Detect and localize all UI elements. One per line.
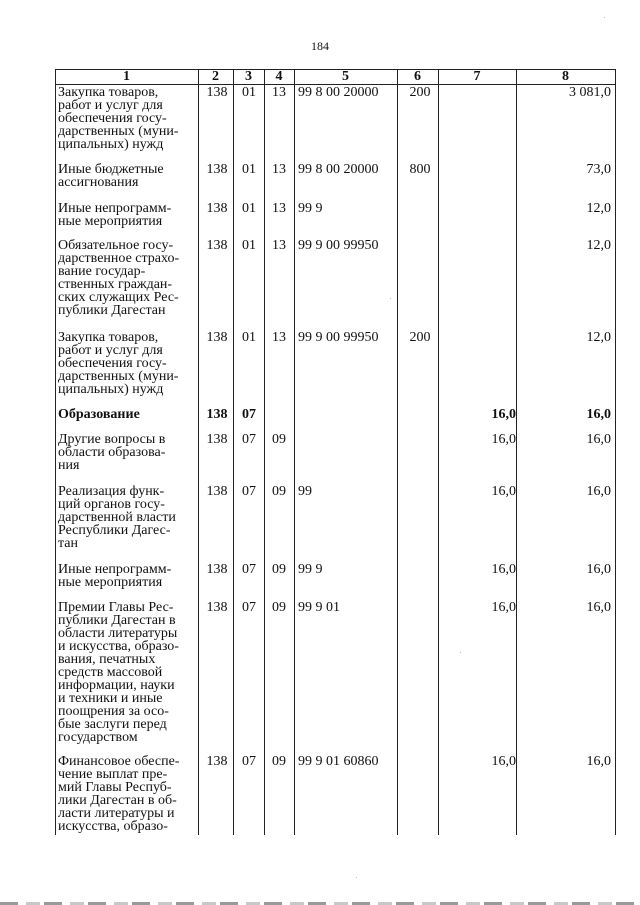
- cell-col7: 16,0: [491, 432, 516, 447]
- row-name: Обязательное госу- дарственное страхо- вание государ- ственных граждан- ских служащих Рес- публики Дагестан: [58, 238, 180, 318]
- column-divider: [438, 69, 439, 835]
- column-divider: [516, 69, 517, 835]
- column-divider: [55, 69, 56, 835]
- cell-col2: 138: [206, 162, 228, 177]
- cell-col7: 16,0: [491, 562, 516, 577]
- cell-col3: 07: [242, 600, 256, 615]
- cell-col4: 13: [272, 238, 286, 253]
- cell-col5: 99 9 00 99950: [298, 238, 379, 253]
- cell-col2: 138: [206, 238, 228, 253]
- row-name: Закупка товаров, работ и услуг для обеспечения госу- дарственных (муни- ципальных) нужд: [58, 85, 179, 152]
- cell-col3: 07: [242, 432, 256, 447]
- scan-speck: [356, 877, 357, 878]
- cell-col8: 16,0: [586, 754, 611, 769]
- row-name: Финансовое обеспе- чение выплат пре- мий Главы Респуб- лики Дагестан в об- ласти литературы и искусства, образо-: [58, 754, 180, 834]
- cell-col4: 09: [272, 562, 286, 577]
- cell-col5: 99 9 01: [298, 600, 340, 615]
- column-divider: [198, 69, 199, 835]
- column-header-6: 6: [414, 69, 421, 84]
- row-name: Реализация функ- ций органов госу- дарственной власти Республики Дагес- тан: [58, 484, 176, 551]
- cell-col3: 01: [242, 330, 256, 345]
- cell-col8: 16,0: [586, 600, 611, 615]
- cell-col6: 200: [409, 330, 431, 345]
- cell-col7: 16,0: [491, 600, 516, 615]
- cell-col8: 16,0: [586, 484, 611, 499]
- scan-speck: [390, 298, 391, 299]
- row-name: Иные непрограмм- ные мероприятия: [58, 201, 172, 229]
- cell-col8: 3 081,0: [569, 85, 611, 100]
- cell-col7: 16,0: [491, 484, 516, 499]
- cell-col8: 16,0: [586, 407, 611, 422]
- cell-col5: 99 9: [298, 201, 323, 216]
- column-divider: [397, 69, 398, 835]
- cell-col5: 99 9 00 99950: [298, 330, 379, 345]
- column-divider: [233, 69, 234, 835]
- cell-col2: 138: [206, 330, 228, 345]
- row-name: Иные бюджетные ассигнования: [58, 162, 164, 190]
- cell-col4: 09: [272, 484, 286, 499]
- cell-col7: 16,0: [491, 754, 516, 769]
- cell-col3: 07: [242, 562, 256, 577]
- cell-col3: 01: [242, 238, 256, 253]
- row-name: Образование: [58, 407, 140, 422]
- cell-col4: 13: [272, 85, 286, 100]
- cell-col8: 12,0: [586, 238, 611, 253]
- cell-col3: 01: [242, 201, 256, 216]
- cell-col4: 09: [272, 754, 286, 769]
- cell-col4: 09: [272, 432, 286, 447]
- cell-col5: 99 9: [298, 562, 323, 577]
- cell-col5: 99 8 00 20000: [298, 162, 379, 177]
- cell-col2: 138: [206, 201, 228, 216]
- column-divider: [294, 69, 295, 835]
- column-header-2: 2: [212, 69, 219, 84]
- column-header-7: 7: [473, 69, 481, 84]
- scan-speck: [460, 652, 461, 653]
- column-divider: [615, 69, 616, 835]
- cell-col6: 800: [409, 162, 431, 177]
- cell-col2: 138: [206, 407, 228, 422]
- cell-col8: 12,0: [586, 330, 611, 345]
- cell-col5: 99 8 00 20000: [298, 85, 379, 100]
- column-header-5: 5: [342, 69, 349, 84]
- column-header-4: 4: [275, 69, 283, 84]
- budget-table: [55, 69, 616, 835]
- cell-col5: 99: [298, 484, 312, 499]
- cell-col2: 138: [206, 562, 228, 577]
- cell-col8: 16,0: [586, 432, 611, 447]
- cell-col3: 01: [242, 162, 256, 177]
- row-name: Премии Главы Рес- публики Дагестан в области литературы и искусства, образо- вания, печатных средств массовой информации, науки и техники и иные поощрения за осо- бые заслуги перед государством: [58, 600, 179, 745]
- column-header-3: 3: [245, 69, 252, 84]
- cell-col6: 200: [409, 85, 431, 100]
- cell-col3: 01: [242, 85, 256, 100]
- scan-speck: [604, 17, 605, 18]
- cell-col8: 12,0: [586, 201, 611, 216]
- cell-col4: 13: [272, 201, 286, 216]
- cell-col7: 16,0: [491, 407, 516, 422]
- cell-col2: 138: [206, 432, 228, 447]
- row-name: Закупка товаров, работ и услуг для обеспечения госу- дарственных (муни- ципальных) нужд: [58, 330, 179, 397]
- cell-col5: 99 9 01 60860: [298, 754, 379, 769]
- cell-col2: 138: [206, 484, 228, 499]
- cell-col3: 07: [242, 407, 256, 422]
- cell-col4: 09: [272, 600, 286, 615]
- cell-col2: 138: [206, 754, 228, 769]
- cell-col8: 16,0: [586, 562, 611, 577]
- column-divider: [264, 69, 265, 835]
- row-name: Иные непрограмм- ные мероприятия: [58, 562, 172, 590]
- cell-col3: 07: [242, 754, 256, 769]
- cell-col4: 13: [272, 162, 286, 177]
- page-number: 184: [311, 39, 329, 53]
- cell-col3: 07: [242, 484, 256, 499]
- row-name: Другие вопросы в области образова- ния: [58, 432, 166, 473]
- cell-col2: 138: [206, 85, 228, 100]
- cell-col8: 73,0: [586, 162, 611, 177]
- column-header-8: 8: [562, 69, 569, 84]
- cell-col2: 138: [206, 600, 228, 615]
- cell-col4: 13: [272, 330, 286, 345]
- column-header-1: 1: [123, 69, 130, 84]
